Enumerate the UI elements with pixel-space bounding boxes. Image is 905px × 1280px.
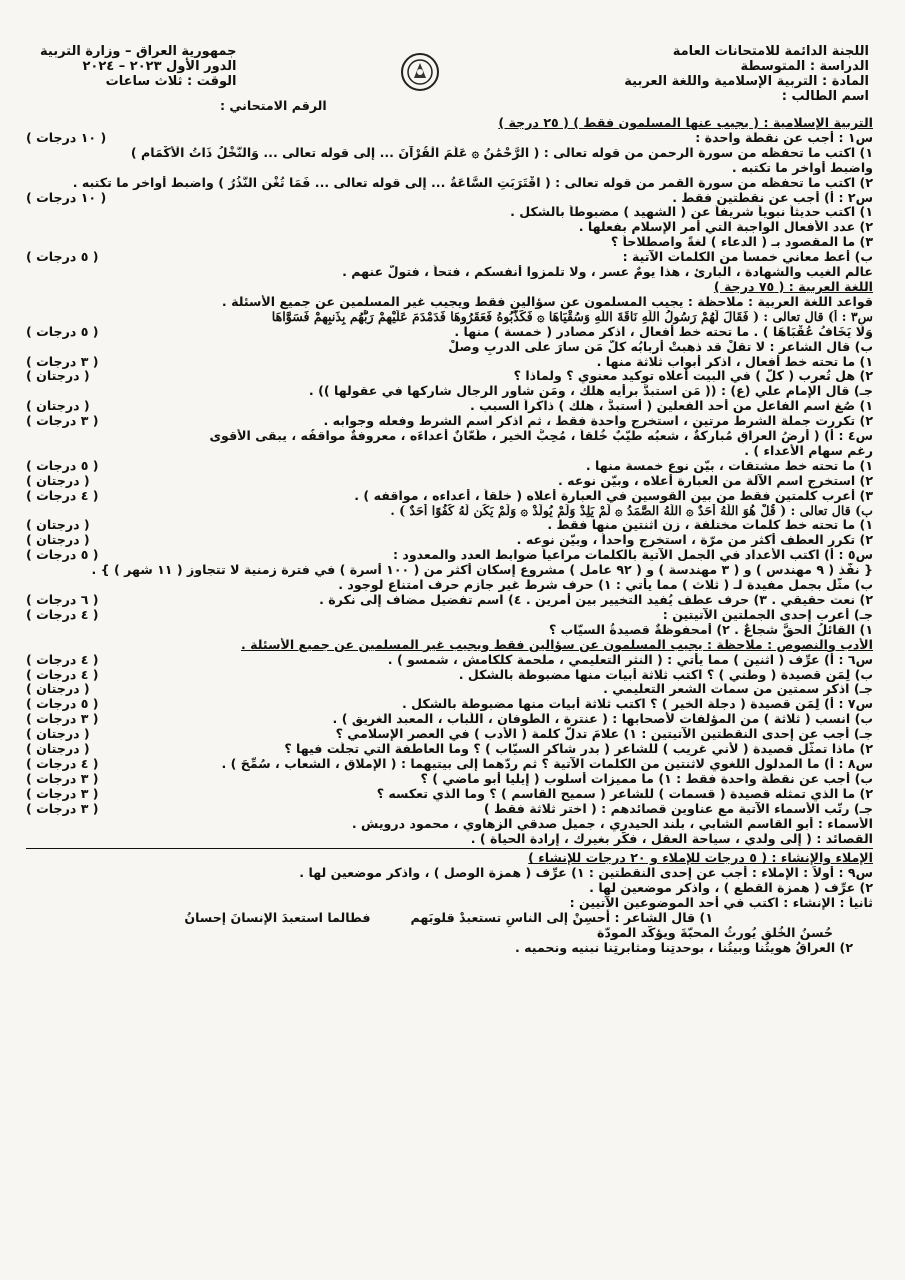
question-text: الأدب والنصوص : ملاحظة : يجيب المسلمون عن سؤالين فقط ويجيب غير المسلمين عن جميع الأسئلة . [240,637,873,652]
question-text: ثانياً : الإنشاء : اكتب في أحد الموضوعين الآتيين : [569,896,873,911]
marks-label: ( درجتان ) [26,398,90,414]
question-line [26,265,873,280]
question-line [26,444,873,459]
question-line [26,518,873,533]
question-text: التربية الإسلامية : ( يجيب عنها المسلمون فقط ) ( ٢٥ درجة ) [498,116,873,130]
question-text: س١ : أجب عن نقطة واحدة : [695,130,873,145]
question-text: الإملاء والإنشاء : ( ٥ درجات للإملاء و ٢٠ درجات للإنشاء ) [528,851,873,866]
ministry-seal-icon [400,52,440,92]
marks-label: ( درجتان ) [26,741,90,757]
question-line [26,489,873,504]
question-line [26,235,873,250]
question-line [26,757,873,772]
question-text: ٢) عرِّف ( همزة القطع ) ، واذكر موضعين لها . [589,881,873,896]
question-text: واضبط أواخر ما تكتبه . [731,160,873,175]
marks-label: ( ٣ درجات ) [26,800,99,816]
question-line [26,176,873,191]
question-line [26,414,873,429]
composition-list [26,851,873,911]
header-right [624,44,869,104]
question-text: ب) لِمَن قصيدة ( وطني ) ؟ اكتب ثلاثة أبيات منها مضبوطة بالشكل . [458,667,873,682]
question-line [26,802,873,817]
marks-label: ( ١٠ درجات ) [26,189,107,205]
marks-label: ( درجتان ) [26,726,90,742]
poem-hemistich-1: ١) قال الشاعر : أحسِنْ إلى الناسِ تستعبدْ قلوبَهم [410,910,713,926]
question-text: ١) ما تحته خط مشتقات ، بيّن نوع خمسة منها . [585,458,873,473]
marks-label: ( ٣ درجات ) [26,413,99,429]
question-line [26,399,873,414]
question-line [26,220,873,235]
poem-hemistich-2: فطالما استعبدَ الإنسانَ إحسانُ [184,910,371,926]
question-line [26,896,873,911]
last-topic [26,941,873,956]
header-left [40,44,237,89]
marks-label: ( درجتان ) [26,532,90,548]
question-text: ب) قال تعالى : ( قُلْ هُوَ اللَّهُ أَحَدٌ ۞ اللَّهُ الصَّمَدُ ۞ لَمْ يَلِدْ وَلَمْ يُولَدْ ۞ وَلَمْ يَكُن لَّهُ كُفُوًا أَحَدٌ ) . [390,503,873,518]
questions-body [26,116,873,956]
question-text: اللغة العربية : ( ٧٥ درجة ) [713,279,873,294]
marks-label: ( ٥ درجات ) [26,547,99,563]
marks-label: ( ٥ درجات ) [26,696,99,712]
marks-label: ( درجتان ) [26,681,90,697]
question-text: جـ) قال الإمام علي (ع) : (( مَن استبدَّ برأيه هلك ، ومَن شاور الرجال شاركها في عقولها )) . [308,384,873,399]
poem-verse [26,911,873,926]
question-text: رغم سهام الأعداء ) . [744,443,873,458]
question-text: س٥ : أ) اكتب الأعداد في الجمل الآتية بالكلمات مراعياً ضوابط العدد والمعدود : [392,548,873,563]
question-line [26,787,873,802]
exam-round: الدور الأول ٢٠٢٣ – ٢٠٢٤ [82,59,237,74]
question-line [26,325,873,340]
marks-label: ( ٥ درجات ) [26,249,99,265]
marks-label: ( ٣ درجات ) [26,770,99,786]
question-text: ٢) ماذا تمثّل قصيدة ( لأني غريب ) للشاعر ( بدر شاكر السيّاب ) ؟ وما العاطفة التي تجلّت فيها ؟ [284,742,873,757]
question-line [26,340,873,355]
marks-label: ( درجتان ) [26,368,90,384]
question-line [26,623,873,638]
marks-label: ( ٥ درجات ) [26,457,99,473]
question-line [26,355,873,370]
question-text: القصائد : ( إلى ولدي ، سياحة العقل ، فكّر بغيرك ، إرادة الحياة ) . [470,831,873,846]
marks-label: ( ٣ درجات ) [26,353,99,369]
question-line [26,772,873,787]
question-line [26,697,873,712]
question-text: س٦ : أ) عرِّف ( اثنين ) مما يأتي : ( النثر التعليمي ، ملحمة كلكامش ، شمسو ) . [387,652,873,667]
question-text: الأسماء : أبو القاسم الشابي ، بلند الحيدري ، جميل صدقي الزهاوي ، محمود درويش . [351,816,873,831]
question-text: ٢) تكررت جملة الشرط مرتين ، استخرج واحدة فقط ، ثم اذكر اسم الشرط وفعله وجوابه . [323,414,873,429]
proverb-line [26,926,873,941]
question-line [26,832,873,847]
marks-label: ( ٤ درجات ) [26,666,99,682]
question-line [26,191,873,206]
question-line [26,866,873,881]
question-text: ٢) اكتب ما تحفظه من سورة القمر من قوله تعالى : ( اقْتَرَبَتِ السَّاعَةُ ... إلى قوله تعالى ... فَمَا تُغْنِ النُّذُرُ ) واضبط أواخر ما تكتبه . [72,175,873,190]
question-line [26,295,873,310]
question-text: عالم الغيب والشهادة ، البارئ ، هذا يومٌ عسر ، ولا تلمزوا أنفسكم ، فتحاً ، فتولَّ عنهم . [342,265,873,280]
subject: المادة : التربية الإسلامية واللغة العربية [624,74,869,89]
question-text: ٢) عدد الأفعال الواجبة التي أمر الإسلام بفعلها . [578,220,873,235]
exam-number-label: الرقم الامتحاني : [220,98,327,113]
question-text: وَلَا يَخَافُ عُقْبَاهَا ) . ما تحته خط أفعال ، اذكر مصادر ( خمسة ) منها . [454,324,873,339]
question-line [26,593,873,608]
question-text: س٩ : أولاً : الإملاء : أجب عن إحدى النقطتين : ١) عرِّف ( همزة الوصل ) ، واذكر موضعين لها . [299,866,873,881]
question-line [26,459,873,474]
section-divider [26,848,873,849]
marks-label: ( ٥ درجات ) [26,323,99,339]
question-text: ٣) أعرب كلمتين فقط من بين القوسين في العبارة أعلاه ( خلقاً ، أعداءه ، مواقفه ) . [354,488,873,503]
question-line [26,504,873,519]
question-line [26,608,873,623]
question-line [26,429,873,444]
committee-name: اللجنة الدائمة للامتحانات العامة [672,44,869,59]
question-line [26,131,873,146]
question-line [26,161,873,176]
question-text: س٣ : أ) قال تعالى : ( فَقَالَ لَهُمْ رَسُولُ اللَّهِ نَاقَةَ اللَّهِ وَسُقْيَاهَا ۞ فَكَذَّبُوهُ فَعَقَرُوهَا فَدَمْدَمَ عَلَيْهِمْ رَبُّهُم بِذَنبِهِمْ فَسَوَّاهَا [271,309,873,324]
question-line [26,727,873,742]
study-level: الدراسة : المتوسطة [740,59,869,74]
marks-label: ( ٤ درجات ) [26,651,99,667]
question-text: قواعد اللغة العربية : ملاحظة : يجيب المسلمون عن سؤالين فقط ويجيب غير المسلمين عن جميع الأسئلة . [221,294,873,309]
question-text: ١) ما تحته خط كلمات مختلفة ، زِن اثنتين منها فقط . [547,518,873,533]
question-line [26,851,873,866]
question-line [26,250,873,265]
question-text: ب) مثّل بجمل مفيدة لـ ( ثلاث ) مما يأتي : ١) حرف شرط غير جازم حرف امتناع لوجود . [338,578,873,593]
marks-label: ( درجتان ) [26,517,90,533]
question-text: ٢) نعت حقيقي . ٣) حرف عطف يُفيد التخيير بين أمرين . ٤) اسم تفضيل مضاف إلى نكرة . [319,593,873,607]
question-text: س٧ : أ) لِمَن قصيدة ( دجلة الخير ) ؟ اكتب ثلاثة أبيات منها مضبوطة بالشكل . [402,697,873,712]
question-line [26,146,873,161]
question-text: ب) انسب ( ثلاثة ) من المؤلفات لأصحابها : ( عنترة ، الطوفان ، اللُّباب ، المعبد الغريق ) . [332,712,873,727]
question-text: جـ) أجب عن إحدى النقطتين الآتيتين : ١) علامَ تدلُّ كلمة ( الأدب ) في العصر الإسلامي ؟ [335,727,873,742]
last-topic-text: ٢) العراقُ هويتُنا وبيتُنا ، بوحدتِنا ومثابرتِنا نبنيه ونحميه . [515,940,853,955]
question-line [26,310,873,325]
question-text: ١) ما تحته خط أفعال ، اذكر أبواب ثلاثة منها . [596,354,873,369]
question-line [26,712,873,727]
exam-duration: الوقت : ثلاث ساعات [105,74,237,89]
question-text: ١) اكتب حديثاً نبوياً شريفاً عن ( الشهيد ) مضبوطاً بالشكل . [510,205,873,220]
question-line [26,742,873,757]
question-line [26,205,873,220]
question-text: ٢) ما الذي تمثله قصيدة ( قسمات ) للشاعر ( سميح القاسم ) ؟ وما الذي تعكسه ؟ [376,786,873,801]
question-text: س٤ : أ) ( أرضُ العراقِ مُباركةٌ ، شعبُه طيّبٌ خُلقاً ، مُحِبُّ الخيرِ ، طَعّانٌ أعداءَه ، معروفةٌ مواقفُه ، يبقى الأقوى [209,429,873,444]
question-text: ب) قال الشاعر : لا تقلْ قد ذهبتْ أربابُه كلُّ مَن سارَ على الدربِ وصلْ [448,339,873,354]
question-line [26,682,873,697]
question-line [26,638,873,653]
question-text: ب) أعط معاني خمساً من الكلمات الآتية : [622,250,873,265]
question-text: جـ) أعرب إحدى الجملتين الآتيتين : [662,607,873,622]
question-text: ١) اكتب ما تحفظه من سورة الرحمن من قوله تعالى : ( الرَّحْمَٰنُ ۞ عَلَّمَ الْقُرْآنَ ... إلى قوله تعالى ... وَالنَّخْلُ ذَاتُ الْأَكْمَامِ ) [130,145,873,160]
question-text: ٢) هل تُعرب ( كلّ ) في البيت أعلاه توكيد معنوي ؟ ولماذا ؟ [513,369,873,384]
question-text: { نفّذ ( ٩ مهندس ) و ( ٣ مهندسة ) و ( ٩٢ عامل ) مشروع إسكان أكثر من ( ١٠٠ أسرة ) في فترة زمنية لا تتجاوز ( ١١ شهر ) } . [91,563,873,578]
question-line [26,384,873,399]
question-line [26,578,873,593]
question-line [26,548,873,563]
marks-label: ( ٣ درجات ) [26,785,99,801]
question-line [26,116,873,131]
question-line [26,533,873,548]
question-line [26,563,873,578]
student-name-label: اسم الطالب : [781,89,869,104]
marks-label: ( درجتان ) [26,472,90,488]
question-text: ١) صُغ اسم الفاعل من أحد الفعلين ( أستبدَّ ، هلك ) ذاكراً السبب . [469,399,873,414]
question-line [26,817,873,832]
marks-label: ( ١٠ درجات ) [26,129,107,145]
question-line [26,280,873,295]
question-line [26,369,873,384]
country-ministry: جمهورية العراق – وزارة التربية [40,44,237,59]
question-text: جـ) اذكر سمتين من سمات الشعر التعليمي . [603,682,873,697]
marks-label: ( ٤ درجات ) [26,606,99,622]
marks-label: ( ٤ درجات ) [26,487,99,503]
question-line [26,668,873,683]
marks-label: ( ٦ درجات ) [26,592,99,607]
question-line [26,653,873,668]
question-text: ١) القائلُ الحقَّ شجاعٌ . ٢) أمحفوظةٌ قصيدةُ السيّاب ؟ [548,622,873,637]
question-text: ٢) استخرج اسم الآلة من العبارة أعلاه ، وبيّن نوعه . [558,473,873,488]
question-text: س٢ : أ) أجب عن نقطتين فقط . [672,190,873,205]
marks-label: ( ٣ درجات ) [26,711,99,727]
question-text: ٣) ما المقصود بـ ( الدعاء ) لغةً واصطلاحاً ؟ [610,235,873,250]
questions-list [26,116,873,846]
question-text: ٢) تكرر العطف أكثر من مرّة ، استخرج واحداً ، وبيّن نوعه . [516,533,873,548]
question-text: جـ) رتّب الأسماء الآتية مع عناوين قصائدهم : ( اختر ثلاثة فقط ) [483,801,873,816]
question-text: ب) أجب عن نقطة واحدة فقط : ١) ما مميزات أسلوب ( إيليا أبو ماضي ) ؟ [420,771,873,786]
question-line [26,474,873,489]
question-text: س٨ : أ) ما المدلول اللغوي لاثنتين من الكلمات الآتية ؟ ثم ردّهما إلى بيتيهما : ( الإملاق ، الشعاب ، سُمِّحَ ) . [221,756,873,771]
proverb-text: حُسنُ الخُلقِ يُورثُ المحبّةَ ويؤكّد المودّة [597,925,833,940]
marks-label: ( ٤ درجات ) [26,755,99,771]
question-line [26,881,873,896]
